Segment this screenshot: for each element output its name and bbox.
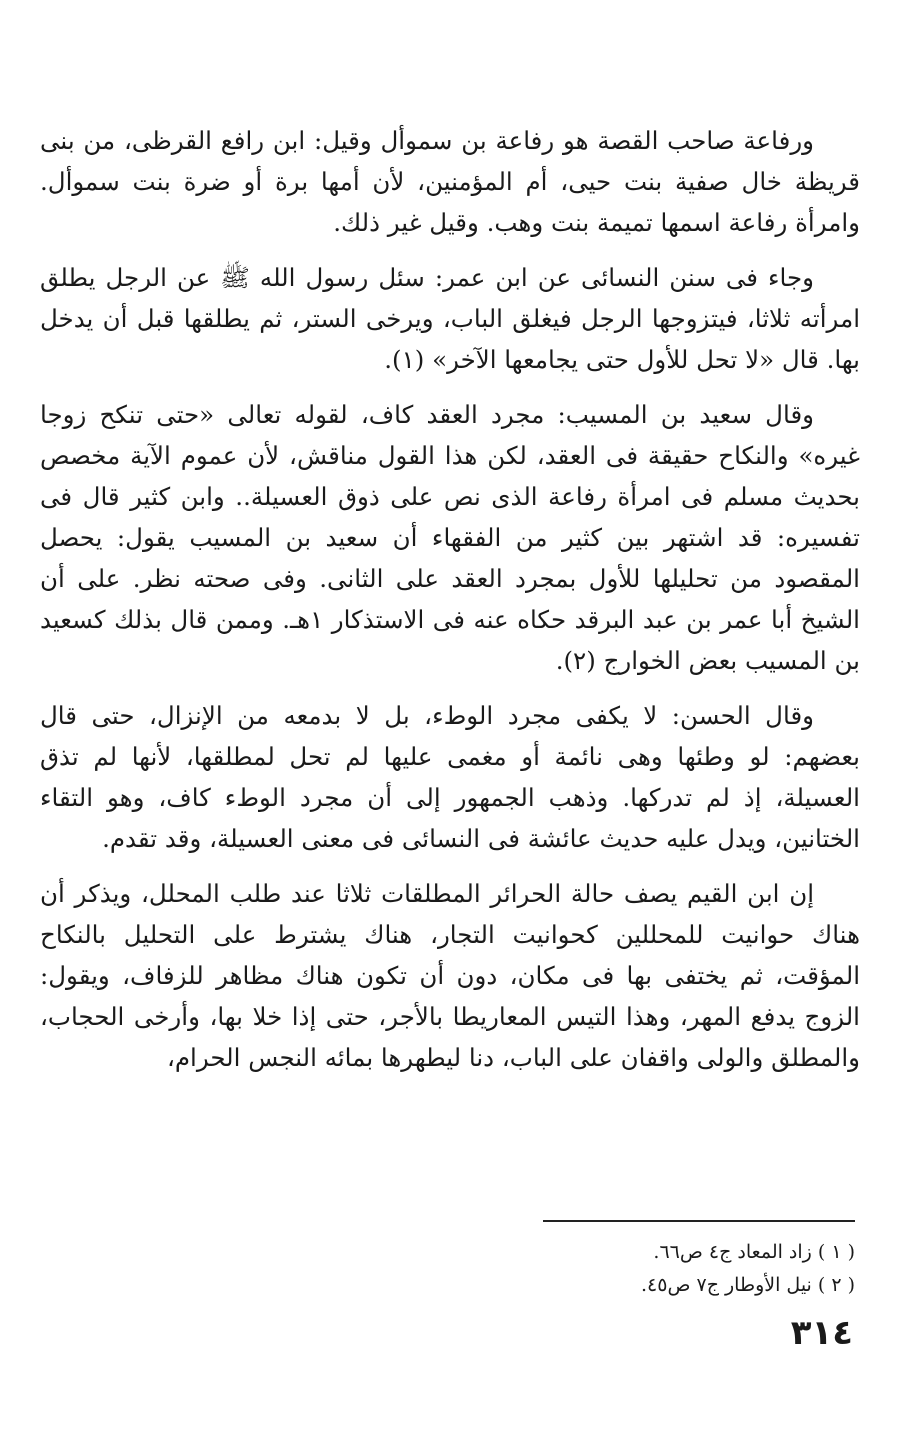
paragraph-3: وقال سعيد بن المسيب: مجرد العقد كاف، لقوله تعالى «حتى تنكح زوجا غيره» والنكاح حقيقة فى العقد، لكن هذا القول مناقش، لأن عموم الآية مخصص بحديث مسلم فى امرأة رفاعة الذى نص على ذوق العسيلة.. وابن كثير قال فى تفسيره: قد اشتهر بين كثير من الفقهاء أن سعيد بن المسيب يقول: يحصل المقصود من تحليلها للأول بمجرد العقد على الثانى. وفى صحته نظر. على أن الشيخ أبا عمر بن عبد البرقد حكاه عنه فى الاستذكار ١هـ. وممن قال بذلك كسعيد بن المسيب بعض الخوارج (٢). bbox=[40, 400, 860, 675]
page-number: ٣١٤ bbox=[790, 1313, 853, 1353]
footnote-divider bbox=[543, 1220, 855, 1222]
paragraph-5: إن ابن القيم يصف حالة الحرائر المطلقات ثلاثا عند طلب المحلل، ويذكر أن هناك حوانيت للمحللين كحوانيت التجار، هناك يشترط على التحليل بالنكاح المؤقت، ثم يختفى بها فى مكان، دون أن تكون هناك مظاهر للزفاف، ويقول: الزوج يدفع المهر، وهذا التيس المعاريطا بالأجر، حتى إذا خلا بها، وأرخى الحجاب، والمطلق والولى واقفان على الباب، دنا ليطهرها بمائه النجس الحرام، bbox=[40, 879, 860, 1072]
footnote-2: ( ٢ ) نيل الأوطار ج٧ ص٤٥. bbox=[641, 1274, 855, 1296]
paragraph-4: وقال الحسن: لا يكفى مجرد الوطء، بل لا بدمعه من الإنزال، حتى قال بعضهم: لو وطئها وهى نائمة أو مغمى عليها لم تحل لمطلقها، لأنها لم تذق العسيلة، إذ لم تدركها. وذهب الجمهور إلى أن مجرد الوطء كاف، وهو التقاء الختانين، ويدل عليه حديث عائشة فى النسائى فى معنى العسيلة، وقد تقدم. bbox=[40, 701, 860, 853]
footnote-1: ( ١ ) زاد المعاد ج٤ ص٦٦. bbox=[653, 1241, 855, 1263]
paragraph-2: وجاء فى سنن النسائى عن ابن عمر: سئل رسول الله ﷺ عن الرجل يطلق امرأته ثلاثا، فيتزوجها الرجل فيغلق الباب، ويرخى الستر، ثم يطلقها قبل أن يدخل بها. قال «لا تحل للأول حتى يجامعها الآخر» (١). bbox=[40, 263, 860, 374]
footnotes bbox=[641, 1236, 855, 1302]
paragraph-1: ورفاعة صاحب القصة هو رفاعة بن سموأل وقيل: ابن رافع القرظى، من بنى قريظة خال صفية بنت حيى، أم المؤمنين، لأن أمها برة أو ضرة بنت سموأل. وامرأة رفاعة اسمها تميمة بنت وهب. وقيل غير ذلك. bbox=[40, 126, 860, 237]
body-text bbox=[40, 120, 860, 1092]
